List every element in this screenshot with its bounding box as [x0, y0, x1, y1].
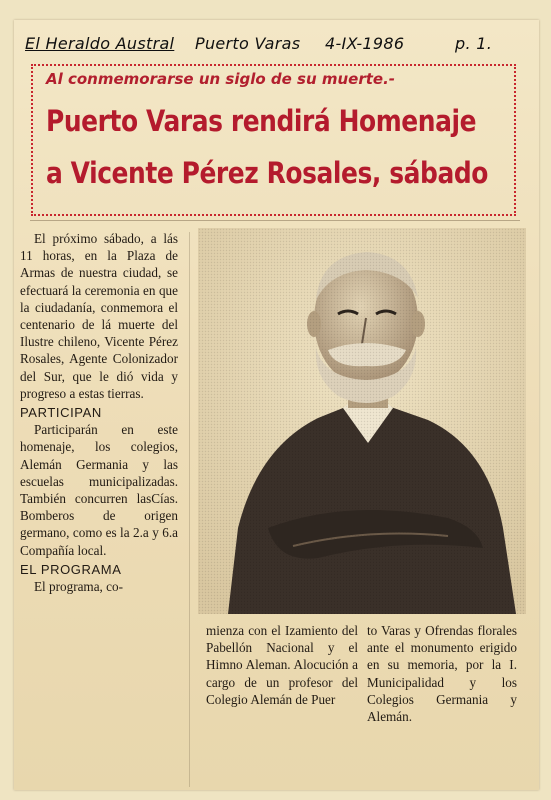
article-column-3 [367, 622, 517, 725]
handwritten-date: 4-IX-1986 [325, 34, 405, 53]
headline [46, 95, 511, 199]
portrait-illustration [198, 228, 526, 614]
handwritten-source: El Heraldo Austral [25, 34, 175, 53]
subhead-programa: EL PROGRAMA [20, 561, 122, 577]
article-paragraph-1: El próximo sábado, a lás 11 horas, en la Plaza de Armas de nuestra ciudad, se efectuará la ceremonia en que la ciudadanía, conmemora el centenario de lá muerte del Ilustre chileno, Vicente Pérez Rosales, Agente Colonizador del Sur, que le dió vida y progreso a estas tierras. [20, 231, 178, 401]
article-paragraph-3-end: to Varas y Ofrendas florales ante el monumento erigido en su memoria, por la I. Municipalidad y los Colegios Germania y Alemán. [367, 623, 517, 725]
headline-rule [30, 220, 520, 221]
headline-kicker: Al conmemorarse un siglo de su muerte.- [46, 70, 395, 88]
article-column-2 [206, 622, 358, 708]
article-paragraph-3-start: El programa, co- [34, 579, 123, 595]
column-divider [189, 232, 190, 787]
portrait-photo [198, 228, 526, 614]
article-paragraph-2: Participarán en este homenaje, los colegios, Alemán Germania y las escuelas municipalizadas. También concurren lasCías. Bomberos de origen germano, como es la 2.a y 6.a Compañía local. [20, 422, 178, 558]
headline-line-1: Puerto Varas rendirá Homenaje [46, 104, 477, 138]
handwritten-place: Puerto Varas [195, 34, 301, 53]
handwritten-annotation [25, 34, 535, 68]
handwritten-page: p. 1. [455, 34, 493, 53]
headline-line-2: a Vicente Pérez Rosales, sábado [46, 156, 488, 190]
subhead-participan: PARTICIPAN [20, 405, 102, 421]
article-column-1 [20, 230, 178, 595]
article-paragraph-3-middle: mienza con el Izamiento del Pabellón Nacional y el Himno Aleman. Alocución a cargo de un profesor del Colegio Alemán de Puer [206, 623, 358, 707]
